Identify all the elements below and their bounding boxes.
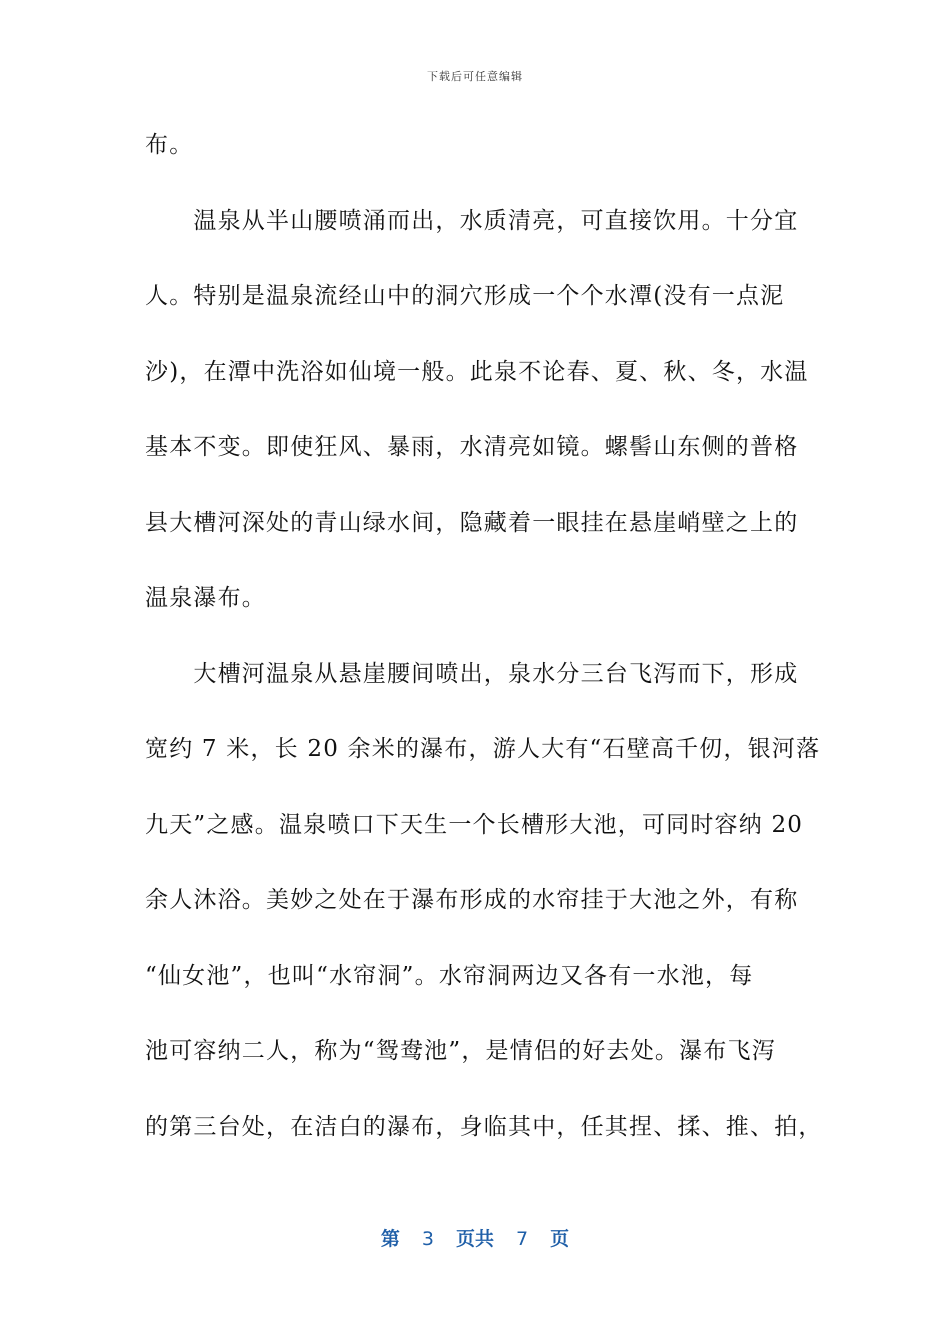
text-line: “仙女池”，也叫“水帘洞”。水帘洞两边又各有一水池，每 <box>145 962 754 989</box>
text-line: 县大槽河深处的青山绿水间，隐藏着一眼挂在悬崖峭壁之上的 <box>145 509 799 536</box>
text-line: 温泉从半山腰喷涌而出，水质清亮，可直接饮用。十分宜 <box>145 207 799 234</box>
total-pages-number: 7 <box>516 1228 529 1250</box>
text-line: 大槽河温泉从悬崖腰间喷出，泉水分三台飞泻而下，形成 <box>145 660 799 687</box>
document-body <box>145 119 823 1176</box>
page-header-note: 下载后可任意编辑 <box>427 70 523 83</box>
current-page-number: 3 <box>421 1228 434 1250</box>
footer-middle: 页共 <box>455 1228 494 1250</box>
text-line: 余人沐浴。美妙之处在于瀑布形成的水帘挂于大池之外，有称 <box>145 887 799 913</box>
text-line: 的第三台处，在洁白的瀑布，身临其中，任其捏、揉、推、拍， <box>145 1113 823 1140</box>
footer-prefix: 第 <box>380 1228 400 1250</box>
text-line: 九天”之感。温泉喷口下天生一个长槽形大池，可同时容纳 20 <box>145 811 804 838</box>
text-line: 人。特别是温泉流经山中的洞穴形成一个个水潭(没有一点泥 <box>145 283 785 309</box>
text-line: 布。 <box>145 132 194 158</box>
text-line: 基本不变。即使狂风、暴雨，水清亮如镜。螺髻山东侧的普格 <box>145 434 799 460</box>
footer-suffix: 页 <box>550 1228 570 1250</box>
text-line: 温泉瀑布。 <box>145 585 266 611</box>
text-line: 池可容纳二人，称为“鸳鸯池”，是情侣的好去处。瀑布飞泻 <box>145 1038 776 1064</box>
text-line: 宽约 7 米，长 20 余米的瀑布，游人大有“石壁高千仞，银河落 <box>145 736 821 762</box>
text-line: 沙)，在潭中洗浴如仙境一般。此泉不论春、夏、秋、冬，水温 <box>145 358 809 385</box>
page-footer <box>0 1224 950 1251</box>
